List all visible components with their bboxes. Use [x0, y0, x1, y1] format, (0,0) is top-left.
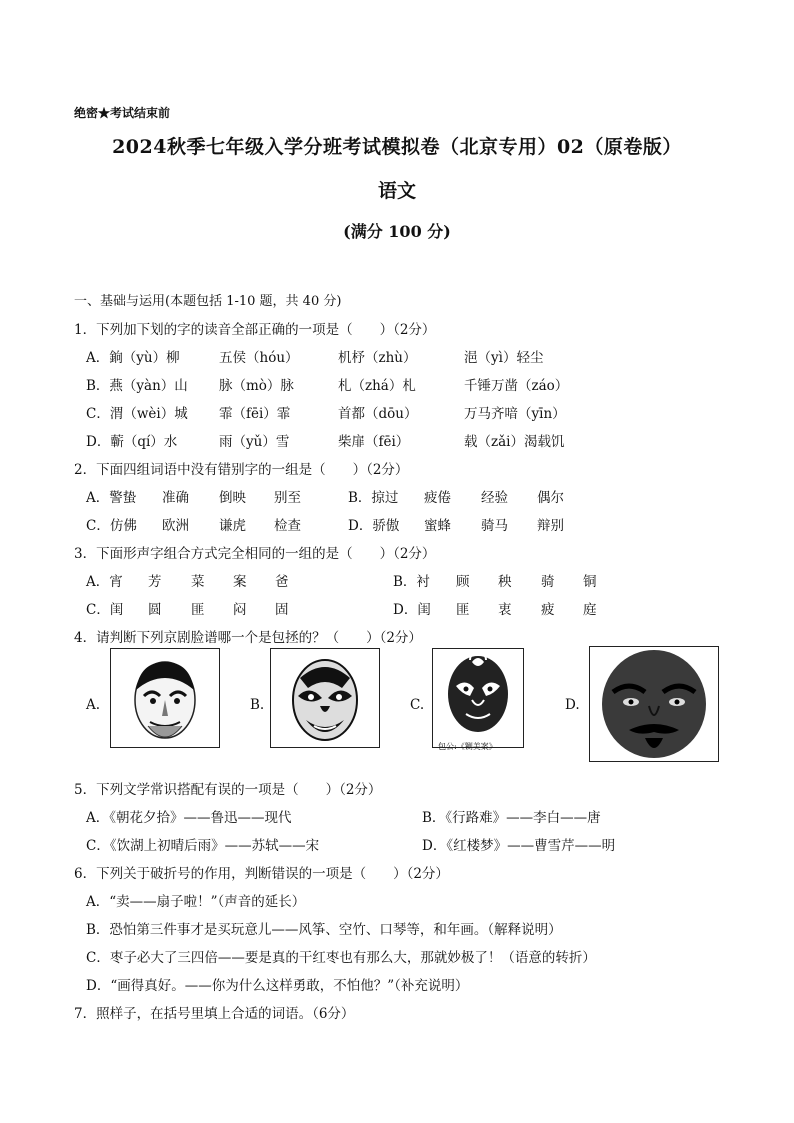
q2-word: B．掠过	[348, 490, 399, 506]
q1-option: 载（zǎi）渴载饥	[464, 434, 565, 450]
q4-option-c-label: C.	[410, 697, 425, 713]
q3-char: 固	[275, 602, 289, 618]
q4-option-b-label: B.	[250, 697, 265, 713]
q1-option: 柴扉（fēi）	[338, 434, 410, 450]
q2-word: 谦虎	[219, 518, 246, 534]
q2-word: 偶尔	[537, 490, 564, 506]
q2-word: 别至	[274, 490, 301, 506]
q1-option: 霏（fēi）霏	[219, 406, 291, 422]
q2-word: A．警蛰	[86, 490, 137, 506]
q1-option: 雨（yǔ）雪	[219, 434, 290, 450]
q1-option: 首都（dōu）	[338, 406, 418, 422]
full-score: (满分 100 分)	[343, 222, 451, 241]
q6-option: D．“画得真好。——你为什么这样勇敢，不怕他？”（补充说明）	[86, 978, 469, 994]
question-5-stem: 5．下列文学常识搭配有误的一项是（ ）（2分）	[74, 782, 382, 798]
q3-char: A．宵	[86, 574, 123, 590]
q3-char: B．衬	[393, 574, 430, 590]
q2-word: 疲倦	[424, 490, 451, 506]
q3-char: 疲	[541, 602, 555, 618]
section-heading: 一、基础与运用(本题包括 1-10 题，共 40 分)	[74, 294, 342, 309]
subject-title: 语文	[377, 180, 416, 202]
q3-char: 衷	[498, 602, 512, 618]
question-1-stem: 1．下列加下划的字的读音全部正确的一项是（ ）（2分）	[74, 322, 436, 338]
q1-option: 机杼（zhù）	[338, 350, 417, 366]
q3-char: 铜	[583, 574, 597, 590]
q3-char: 秧	[498, 574, 512, 590]
q2-word: 倒映	[219, 490, 246, 506]
q1-option: D．蘄（qí）水	[86, 434, 178, 450]
confidential-label: 绝密★考试结束前	[74, 106, 171, 120]
opera-mask-a-image	[110, 648, 220, 748]
q1-option: 札（zhá）札	[338, 378, 416, 394]
q1-option: 千锤万凿（záo）	[464, 378, 569, 394]
q3-char: 爸	[275, 574, 289, 590]
q4-option-d-label: D.	[565, 697, 580, 713]
q1-option: C．渭（wèi）城	[86, 406, 188, 422]
q3-char: 圆	[148, 602, 162, 618]
q3-char: 闷	[233, 602, 247, 618]
q2-word: 骑马	[481, 518, 508, 534]
q3-char: 骑	[541, 574, 555, 590]
question-3-stem: 3．下面形声字组合方式完全相同的一组的是（ ）（2分）	[74, 546, 436, 562]
question-7-stem: 7．照样子，在括号里填上合适的词语。（6分）	[74, 1006, 355, 1022]
q1-option: 脉（mò）脉	[219, 378, 294, 394]
q5-option: C．《饮湖上初晴后雨》——苏轼——宋	[86, 838, 320, 854]
q3-char: 顾	[456, 574, 470, 590]
opera-mask-c-image	[432, 648, 524, 748]
question-4-stem: 4．请判断下列京剧脸谱哪一个是包拯的？（ ）（2分）	[74, 630, 422, 646]
opera-mask-d-image	[589, 646, 719, 762]
q1-option: B．燕（yàn）山	[86, 378, 188, 394]
q5-option: A．《朝花夕拾》——鲁迅——现代	[86, 810, 292, 826]
q2-word: 经验	[481, 490, 508, 506]
q3-char: 匪	[191, 602, 205, 618]
q1-option: A．銄（yù）柳	[86, 350, 180, 366]
q1-option: 五侯（hóu）	[219, 350, 299, 366]
q3-char: 菜	[191, 574, 205, 590]
q2-word: 欧洲	[162, 518, 189, 534]
q2-word: 辩别	[537, 518, 564, 534]
q2-word: C．仿佛	[86, 518, 137, 534]
q2-word: D．骄傲	[348, 518, 400, 534]
q6-option: C．枣子必大了三四倍——要是真的干红枣也有那么大，那就妙极了！（语意的转折）	[86, 950, 596, 966]
question-2-stem: 2．下面四组词语中没有错别字的一组是（ ）（2分）	[74, 462, 409, 478]
q4-option-a-label: A.	[86, 697, 101, 713]
q6-option: A．“卖——扇子啦！”（声音的延长）	[86, 894, 306, 910]
q3-char: C．闺	[86, 602, 124, 618]
opera-mask-b-image	[270, 648, 380, 748]
q3-char: 庭	[583, 602, 597, 618]
q3-char: 案	[233, 574, 247, 590]
q5-option: D．《红楼梦》——曹雪芹——明	[422, 838, 616, 854]
q2-word: 准确	[162, 490, 189, 506]
q1-option: 浥（yì）轻尘	[464, 350, 544, 366]
q2-word: 检查	[274, 518, 301, 534]
q5-option: B．《行路难》——李白——唐	[422, 810, 601, 826]
q3-char: 匪	[456, 602, 470, 618]
q2-word: 蜜蜂	[424, 518, 451, 534]
mask-c-caption: 包公:《铡美案》	[438, 742, 497, 751]
q1-option: 万马齐喑（yīn）	[464, 406, 566, 422]
exam-title: 2024秋季七年级入学分班考试模拟卷（北京专用）02（原卷版）	[112, 136, 682, 158]
q6-option: B．恐怕第三件事才是买玩意儿——风筝、空竹、口琴等，和年画。（解释说明）	[86, 922, 562, 938]
q3-char: D．闺	[393, 602, 431, 618]
q3-char: 芳	[148, 574, 162, 590]
question-6-stem: 6．下列关于破折号的作用，判断错误的一项是（ ）（2分）	[74, 866, 449, 882]
